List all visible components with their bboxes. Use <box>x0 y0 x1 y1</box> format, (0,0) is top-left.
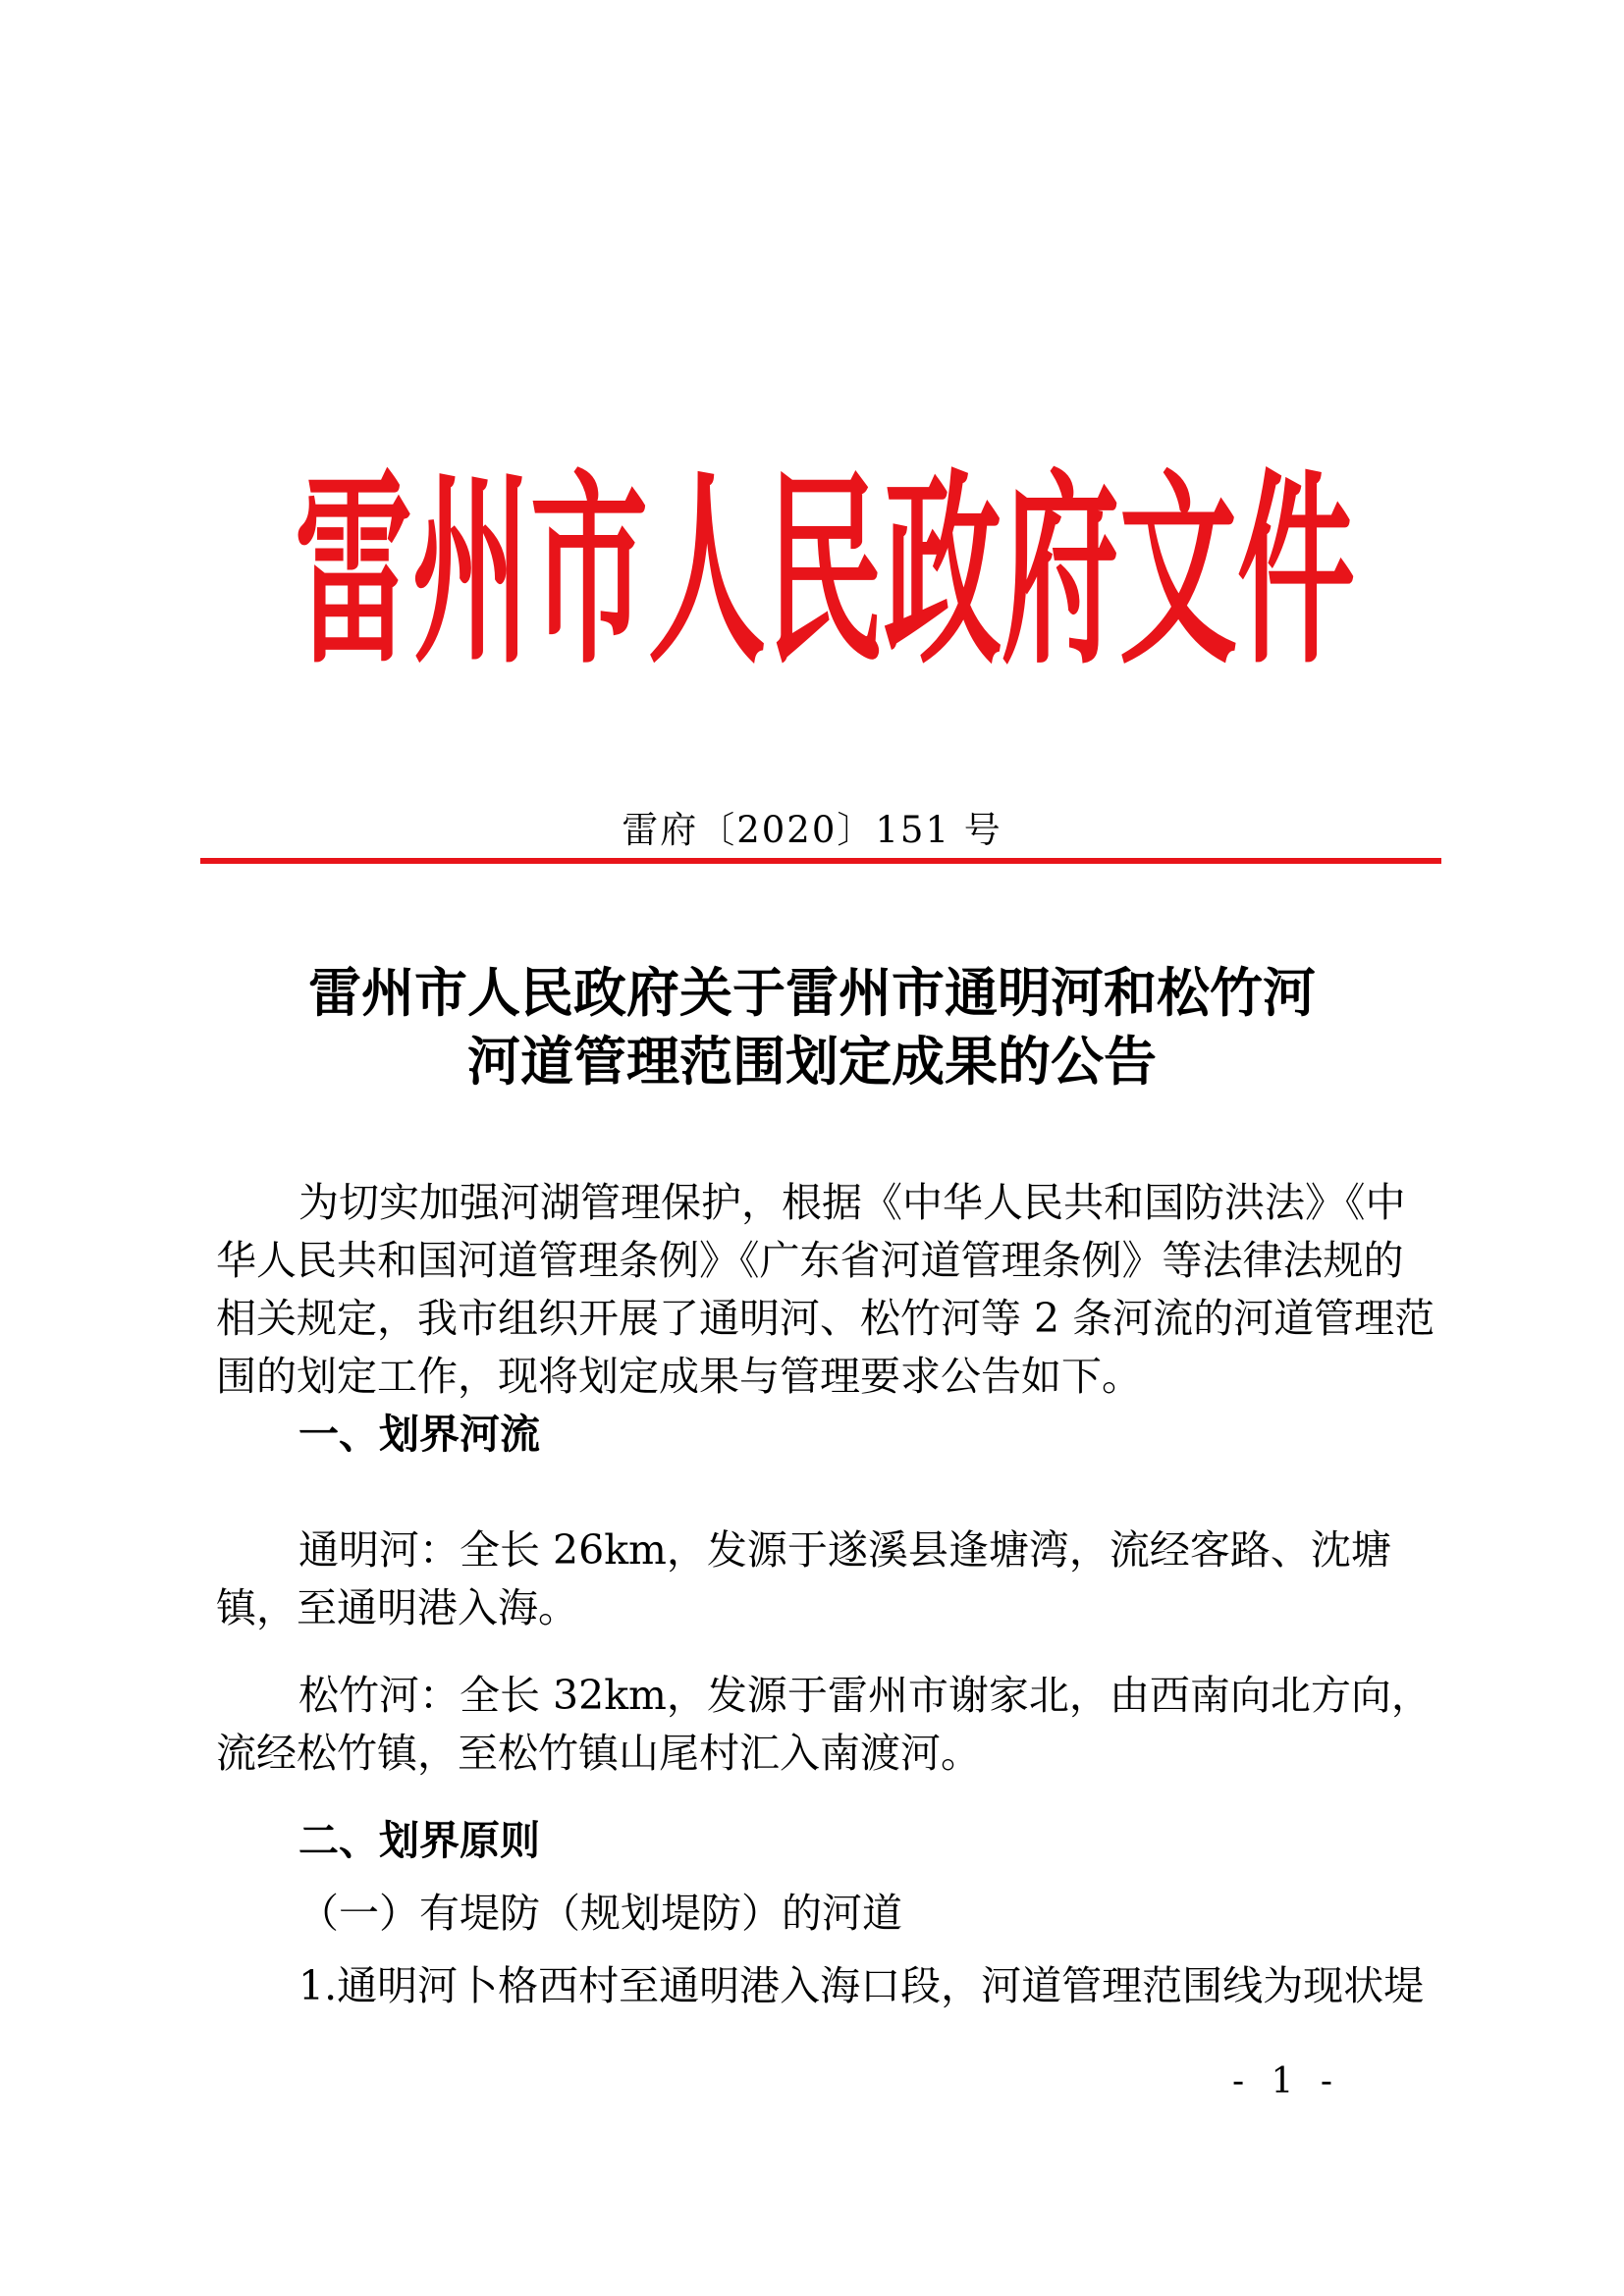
masthead-char: 州 <box>412 454 530 693</box>
masthead-char: 文 <box>1119 454 1237 693</box>
masthead-char: 民 <box>766 454 884 693</box>
tongming-river-paragraph: 通明河：全长 26km，发源于遂溪县逢塘湾，流经客路、沈塘镇，至通明港入海。 <box>216 1526 1391 1631</box>
document-number: 雷府〔2020〕151 号 <box>622 809 1002 851</box>
page-number: - 1 - <box>1231 2061 1341 2102</box>
red-divider-line <box>200 858 1441 864</box>
section-heading-rivers: 一、划界河流 <box>298 1411 540 1458</box>
masthead-char: 人 <box>648 454 766 693</box>
document-title-line-2: 河道管理范围划定成果的公告 <box>467 1031 1157 1093</box>
masthead-char: 市 <box>530 454 648 693</box>
subsection-heading-levee: （一）有堤防（规划堤防）的河道 <box>298 1890 902 1937</box>
songzhu-river-paragraph: 松竹河：全长 32km，发源于雷州市谢家北，由西南向北方向，流经松竹镇，至松竹镇山尾村汇入南渡河。 <box>216 1672 1432 1777</box>
masthead-char: 件 <box>1237 454 1355 693</box>
intro-paragraph: 为切实加强河湖管理保护，根据《中华人民共和国防洪法》《中华人民共和国河道管理条例》《广东省河道管理条例》等法律法规的相关规定，我市组织开展了通明河、松竹河等 2 条河流的河道管理范围的划定工作，现将划定成果与管理要求公告如下。 <box>216 1179 1435 1400</box>
masthead-char: 府 <box>1001 454 1119 693</box>
red-masthead <box>295 454 1355 693</box>
masthead-char: 雷 <box>295 454 412 693</box>
item-paragraph-1: 1.通明河卜格西村至通明港入海口段，河道管理范围线为现状堤 <box>298 1962 1425 2009</box>
section-heading-principles: 二、划界原则 <box>298 1817 540 1864</box>
document-title-line-1: 雷州市人民政府关于雷州市通明河和松竹河 <box>308 962 1316 1024</box>
masthead-char: 政 <box>884 454 1001 693</box>
